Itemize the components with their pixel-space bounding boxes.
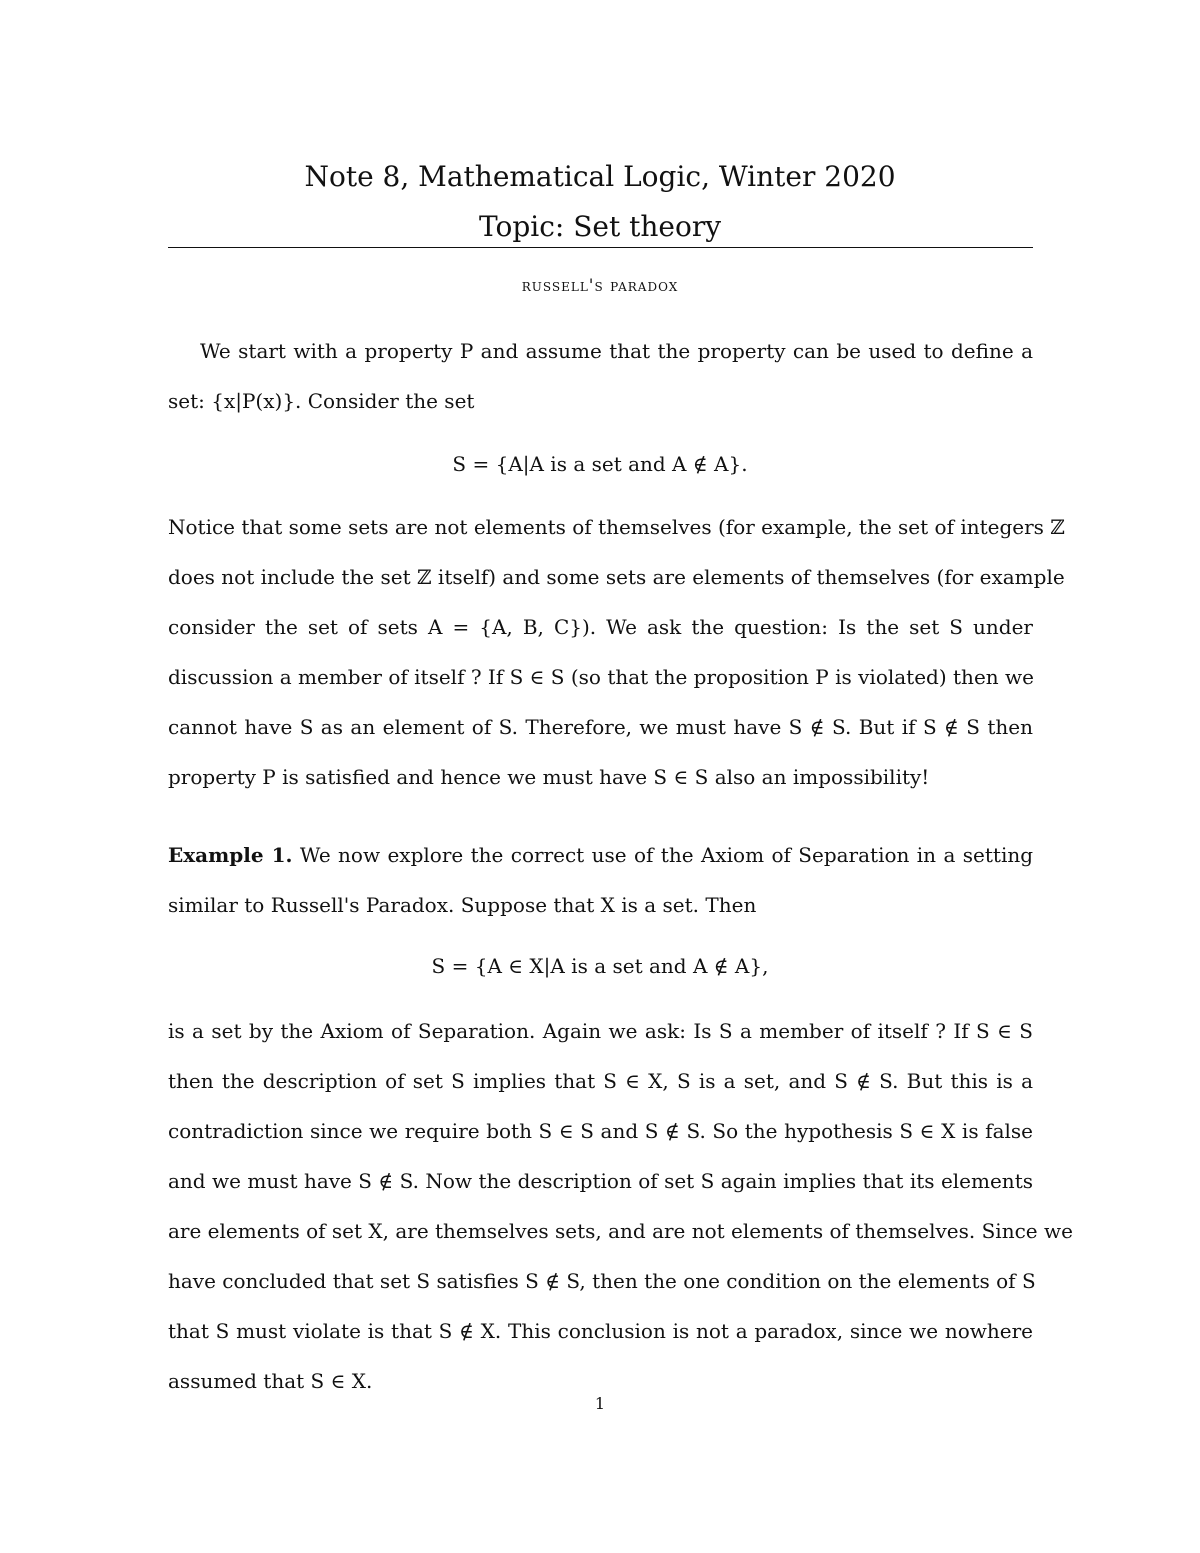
paragraph-line: discussion a member of itself ? If S ∈ S (so that the proposition P is violated) then we [168,665,1034,689]
paragraph-line: consider the set of sets A = {A, B, C}). We ask the question: Is the set S under [168,615,1033,639]
title-rule [168,247,1033,248]
paragraph-line [168,830,1033,880]
paragraph-separation-argument [168,1006,1073,1406]
paragraph-intro [168,326,1033,426]
paragraph-russell-argument [168,502,1065,802]
paragraph-line: Notice that some sets are not elements of themselves (for example, the set of integers ℤ [168,515,1065,539]
document-topic: Topic: Set theory [478,210,722,243]
example-label: Example 1. [168,843,293,867]
paragraph-line: assumed that S ∈ X. [168,1369,373,1393]
paragraph-line: cannot have S as an element of S. Therefore, we must have S ∉ S. But if S ∉ S then [168,715,1033,739]
paragraph-line: contradiction since we require both S ∈ S and S ∉ S. So the hypothesis S ∈ X is false [168,1119,1033,1143]
paragraph-line: that S must violate is that S ∉ X. This conclusion is not a paradox, since we nowhere [168,1319,1033,1343]
paragraph-line: similar to Russell's Paradox. Suppose that X is a set. Then [168,893,757,917]
paragraph-line: is a set by the Axiom of Separation. Again we ask: Is S a member of itself ? If S ∈ S [168,1019,1033,1043]
paragraph-line: does not include the set ℤ itself) and some sets are elements of themselves (for example [168,565,1065,589]
paragraph-line: We start with a property P and assume that the property can be used to define a [200,339,1033,363]
document-title: Note 8, Mathematical Logic, Winter 2020 [304,160,896,193]
paragraph-line: then the description of set S implies that S ∈ X, S is a set, and S ∉ S. But this is a [168,1069,1033,1093]
paragraph-line: are elements of set X, are themselves sets, and are not elements of themselves. Since we [168,1219,1073,1243]
display-equation-separation-set: S = {A ∈ X|A is a set and A ∉ A}, [431,954,769,978]
example-paragraph [168,830,1033,930]
paragraph-line: have concluded that set S satisfies S ∉ S, then the one condition on the elements of S [168,1269,1036,1293]
paragraph-line: set: {x|P(x)}. Consider the set [168,389,475,413]
section-heading: russell's paradox [521,276,679,296]
page-number: 1 [594,1394,606,1413]
paragraph-line: and we must have S ∉ S. Now the description of set S again implies that its elements [168,1169,1033,1193]
paragraph-line: property P is satisfied and hence we must have S ∈ S also an impossibility! [168,765,930,789]
example-text: We now explore the correct use of the Axiom of Separation in a setting [299,843,1034,867]
display-equation-russell-set: S = {A|A is a set and A ∉ A}. [452,452,748,476]
